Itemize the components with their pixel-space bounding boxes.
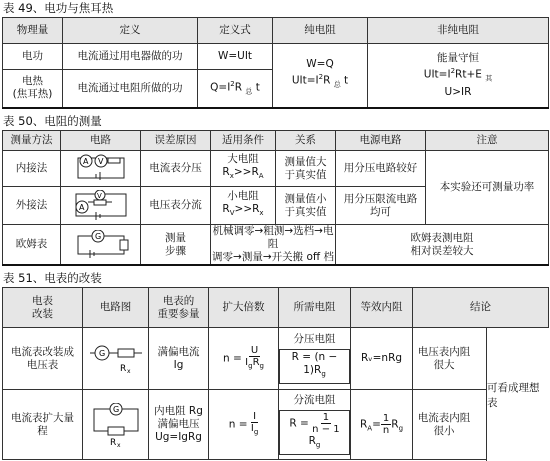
cond-line-2: $R_x>>R_A$ — [222, 166, 264, 181]
amp-multiple: n = $\frac{I}{I_g}$ — [209, 390, 279, 460]
error-outer: 电压表分流 — [141, 187, 211, 225]
circuit-ohm — [61, 225, 141, 266]
col-header: 等效内阻 — [351, 288, 413, 328]
need-line: 分流电阻 — [293, 394, 336, 407]
cell-pure-resistance — [273, 44, 368, 108]
rel-inner — [276, 151, 336, 187]
concl-line: 电压表内阻 — [417, 345, 471, 358]
cond-outer — [211, 187, 276, 225]
cond-line: 大电阻 — [227, 153, 259, 166]
rel-outer — [276, 187, 336, 225]
svg-text:x: x — [116, 441, 121, 447]
param-line: 满偏电流 — [157, 345, 200, 358]
steps-line: 测量 — [165, 231, 186, 244]
volt-need — [279, 328, 351, 390]
cond-line: 小电阻 — [227, 190, 259, 203]
cell-formula: W=UIt — [198, 44, 273, 70]
name-line: 电流表扩大量 — [11, 411, 74, 424]
name-line: 程 — [37, 424, 48, 437]
q-line: (焦耳热) — [12, 88, 53, 101]
ohmmeter-circuit-icon — [66, 230, 136, 260]
rel-line: 于真实值 — [284, 205, 327, 218]
shunt-circuit-icon — [88, 403, 144, 447]
src-line: 均可 — [370, 205, 391, 218]
rel-line: 于真实值 — [284, 168, 327, 181]
volt-circuit — [83, 328, 149, 390]
cell-formula: $Q=I^2R$ $_总$ t — [198, 70, 273, 108]
pure-line-2: $UIt=I^2R$ $_总$ t — [291, 73, 349, 90]
method-ohm: 欧姆表 — [3, 225, 61, 266]
col-header — [149, 288, 209, 328]
col-header: 电路图 — [83, 288, 149, 328]
col-header: 定义 — [63, 18, 198, 44]
hdr-line: 电表的 — [162, 294, 195, 307]
amp-need — [279, 390, 351, 460]
steps-line: 步骤 — [165, 244, 186, 257]
col-header: 纯电阻 — [273, 18, 368, 44]
table-51 — [2, 287, 549, 460]
cond-inner — [211, 151, 276, 187]
amp-params — [149, 390, 209, 460]
col-header: 测量方法 — [3, 131, 61, 151]
src-line: 相对误差较大 — [410, 244, 474, 257]
svg-text:G: G — [94, 231, 101, 241]
cond-line-2: $R_V>>R_x$ — [222, 203, 264, 218]
svg-text:V: V — [97, 156, 103, 166]
src-outer — [336, 187, 426, 225]
volt-params — [149, 328, 209, 390]
src-inner: 用分压电路较好 — [336, 151, 426, 187]
note-cell: 本实验还可测量功率 — [426, 151, 549, 225]
concl-line: 电流表内阻 — [417, 411, 471, 424]
rel-line: 测量值大 — [284, 155, 327, 168]
table50-caption: 表 50、电阻的测量 — [3, 114, 102, 128]
concl-line: 很小 — [433, 424, 455, 437]
svg-text:R: R — [119, 363, 126, 374]
col-header: 适用条件 — [211, 131, 276, 151]
amp-circuit — [83, 390, 149, 460]
col-header: 定义式 — [198, 18, 273, 44]
volt-name — [3, 328, 83, 390]
ohm-procedure — [211, 225, 336, 266]
method-inner: 内接法 — [3, 151, 61, 187]
hdr-line: 重要参量 — [157, 307, 200, 320]
table49-caption: 表 49、电功与焦耳热 — [3, 1, 114, 15]
amp-name — [3, 390, 83, 460]
inner-circuit-icon — [66, 154, 136, 184]
param-line: Ig — [173, 358, 184, 371]
col-header: 非纯电阻 — [368, 18, 549, 44]
hdr-line: 电表 — [32, 294, 53, 307]
outer-circuit-icon — [66, 190, 136, 222]
circuit-inner — [61, 151, 141, 187]
table-50 — [2, 130, 549, 266]
src-line: 用分压限流电路 — [343, 192, 418, 205]
error-inner: 电流表分压 — [141, 151, 211, 187]
svg-text:x: x — [126, 367, 131, 375]
table-49 — [2, 17, 549, 109]
param-line: 内电阻 Rg — [154, 405, 203, 417]
param-line: 满偏电压 — [157, 418, 200, 430]
col-header: 物理量 — [3, 18, 63, 44]
cell-definition: 电流通过用电器做的功 — [63, 44, 198, 70]
pure-line: W=Q — [306, 58, 334, 71]
proc-line: 机械调零→粗测→选档→电阻 — [212, 225, 334, 250]
nonpure-line: 能量守恒 — [437, 51, 479, 64]
concl-line: 很大 — [433, 358, 455, 371]
volt-concl-inner — [413, 346, 475, 372]
col-header: 电路 — [61, 131, 141, 151]
ohm-steps — [141, 225, 211, 266]
svg-text:R: R — [109, 437, 116, 447]
name-line: 电压表 — [26, 358, 59, 371]
circuit-outer — [61, 187, 141, 225]
ideal-meter-note: 可看成理想表 — [486, 328, 549, 461]
need-formula: R = $\frac{1}{n - 1}$ $R_g$ — [279, 410, 350, 454]
nonpure-line: U>IR — [444, 85, 472, 98]
amp-concl-inner — [413, 412, 475, 438]
method-outer: 外接法 — [3, 187, 61, 225]
src-line: 欧姆表测电阻 — [410, 231, 474, 244]
rel-line: 测量值小 — [284, 192, 327, 205]
param-line: Ug=IgRg — [155, 431, 202, 443]
svg-text:V: V — [96, 191, 102, 200]
svg-text:G: G — [98, 348, 105, 358]
svg-text:A: A — [78, 202, 84, 212]
cell-quantity — [3, 70, 63, 108]
col-header: 结论 — [413, 288, 549, 328]
series-circuit-icon — [88, 339, 144, 379]
need-formula: $R = (n - 1)R_g$ — [279, 349, 350, 383]
volt-equiv: Rᵥ=nRg — [351, 328, 413, 390]
table51-caption: 表 51、电表的改装 — [3, 271, 102, 285]
proc-line: 调零→测量→开关搬 off 档 — [212, 251, 334, 263]
col-header — [3, 288, 83, 328]
cell-definition: 电流通过电阻所做的功 — [63, 70, 198, 108]
volt-multiple: n = $\frac{U}{I_gR_g}$ — [209, 328, 279, 390]
col-header: 误差原因 — [141, 131, 211, 151]
col-header: 注意 — [426, 131, 549, 151]
cell-quantity: 电功 — [3, 44, 63, 70]
amp-equiv: $R_A=$ $\frac{1}{n}$ $R_g$ — [351, 390, 413, 460]
nonpure-line-2: $UIt=I^2Rt+E$ $_其$ — [423, 66, 493, 83]
col-header: 所需电阻 — [279, 288, 351, 328]
col-header: 扩大倍数 — [209, 288, 279, 328]
svg-text:A: A — [82, 156, 88, 166]
svg-text:G: G — [112, 404, 119, 414]
name-line: 电流表改装成 — [11, 345, 74, 358]
hdr-line: 改装 — [32, 307, 53, 320]
col-header: 电源电路 — [336, 131, 426, 151]
col-header: 关系 — [276, 131, 336, 151]
q-line: 电热 — [22, 75, 43, 88]
cell-nonpure-resistance — [368, 44, 549, 108]
ohm-source — [336, 225, 549, 266]
need-line: 分压电阻 — [293, 333, 336, 346]
